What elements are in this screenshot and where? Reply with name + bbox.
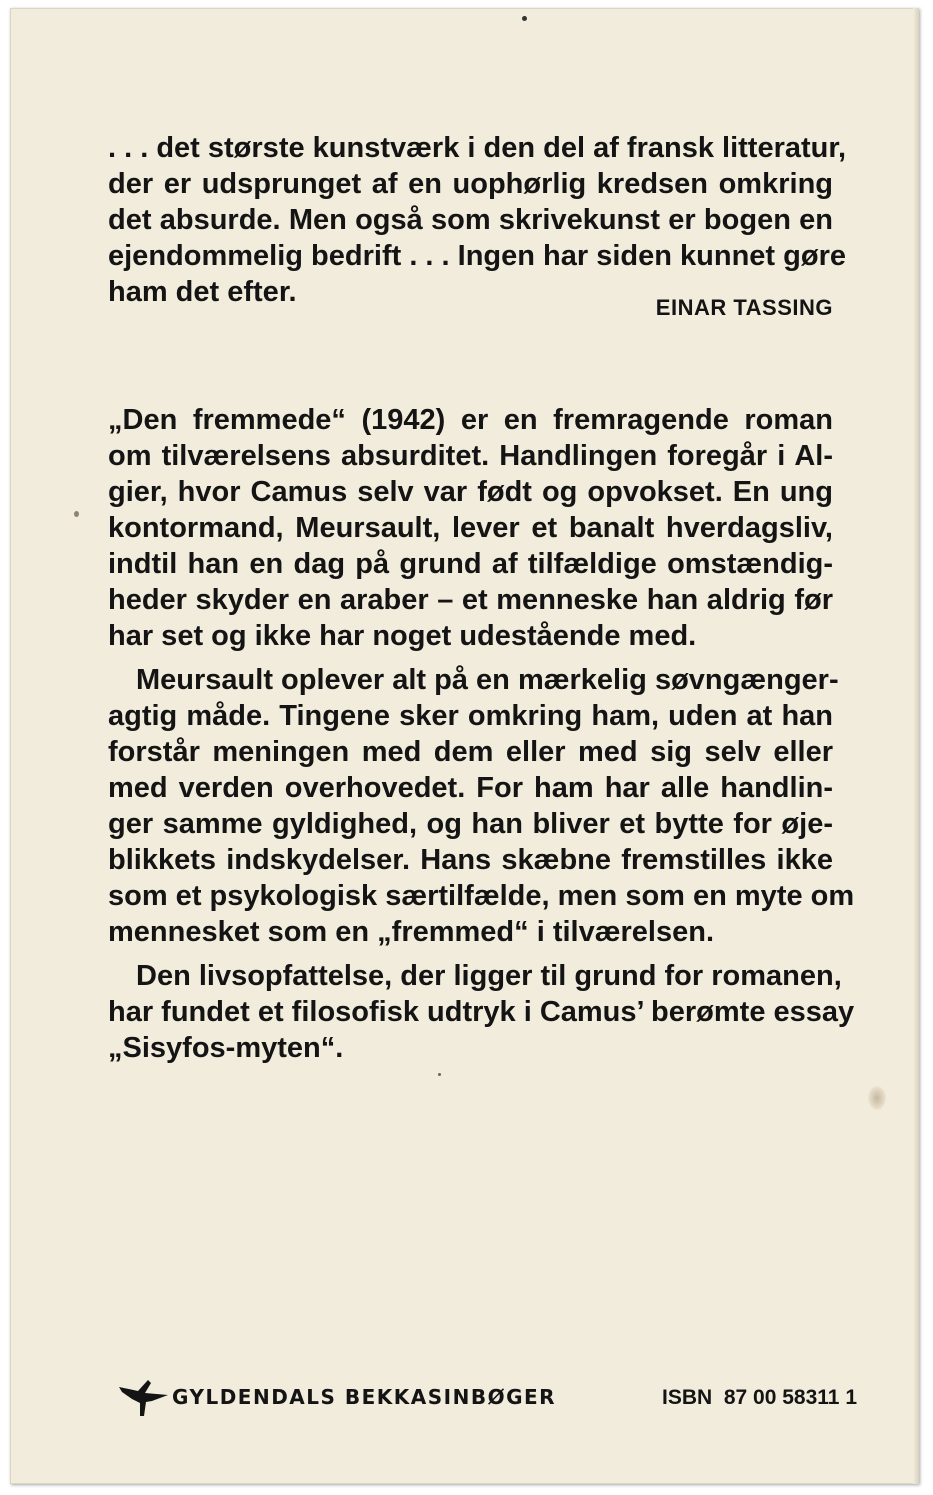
description-line: „Sisyfos-myten“. bbox=[108, 1032, 344, 1064]
description-paragraph-2 bbox=[108, 662, 855, 950]
description-line: med verden overhovedet. For ham har alle handlin- bbox=[108, 772, 833, 804]
description-line: mennesket som en „fremmed“ i tilværelsen. bbox=[108, 916, 714, 948]
review-quote bbox=[108, 130, 847, 310]
publisher-imprint bbox=[118, 1375, 556, 1419]
description-line: om tilværelsens absurditet. Handlingen foregår i Al- bbox=[108, 440, 833, 472]
publisher-name: GYLDENDALS BEKKASINBØGER bbox=[172, 1385, 557, 1409]
description-line: indtil han en dag på grund af tilfældige omstændig- bbox=[108, 548, 833, 580]
description-line: har set og ikke har noget udestående med. bbox=[108, 620, 697, 652]
description-line: har fundet et filosofisk udtryk i Camus’ berømte essay bbox=[108, 996, 855, 1028]
quote-line: . . . det største kunstværk i den del af fransk litteratur, bbox=[108, 132, 847, 164]
quote-line: det absurde. Men også som skrivekunst er bogen en bbox=[108, 204, 833, 236]
description-line: forstår meningen med dem eller med sig selv eller bbox=[108, 736, 833, 768]
paper-speck bbox=[438, 1073, 441, 1076]
cover-edge-shade bbox=[913, 8, 919, 1484]
isbn-number: ISBN 87 00 58311 1 bbox=[662, 1386, 857, 1409]
quote-line: ham det efter. bbox=[108, 276, 297, 308]
description-line: heder skyder en araber – et menneske han aldrig før bbox=[108, 584, 833, 616]
quote-attribution: EINAR TASSING bbox=[655, 295, 833, 320]
description-line: som et psykologisk særtilfælde, men som en myte om bbox=[108, 880, 855, 912]
quote-line: ejendommelig bedrift . . . Ingen har siden kunnet gøre bbox=[108, 240, 846, 272]
description-line: gier, hvor Camus selv var født og opvokset. En ung bbox=[108, 476, 833, 508]
paper-stain bbox=[868, 1086, 886, 1110]
quote-line: der er udsprunget af en uophørlig kredsen omkring bbox=[108, 168, 833, 200]
description-line: agtig måde. Tingene sker omkring ham, uden at han bbox=[108, 700, 833, 732]
description-line: ger samme gyldighed, og han bliver et bytte for øje- bbox=[108, 808, 833, 840]
description-line: blikkets indskydelser. Hans skæbne fremstilles ikke bbox=[108, 844, 833, 876]
description-line: kontormand, Meursault, lever et banalt hverdagsliv, bbox=[108, 512, 833, 544]
paper-speck bbox=[522, 16, 527, 21]
book-description bbox=[108, 402, 855, 1066]
description-line: „Den fremmede“ (1942) er en fremragende roman bbox=[108, 404, 833, 436]
paper-speck bbox=[74, 511, 79, 517]
description-paragraph-1 bbox=[108, 402, 833, 654]
description-line: Den livsopfattelse, der ligger til grund for romanen, bbox=[136, 960, 842, 992]
snipe-bird-icon bbox=[118, 1375, 170, 1419]
description-line: Meursault oplever alt på en mærkelig søvngænger- bbox=[136, 664, 839, 696]
description-paragraph-3 bbox=[108, 958, 855, 1066]
